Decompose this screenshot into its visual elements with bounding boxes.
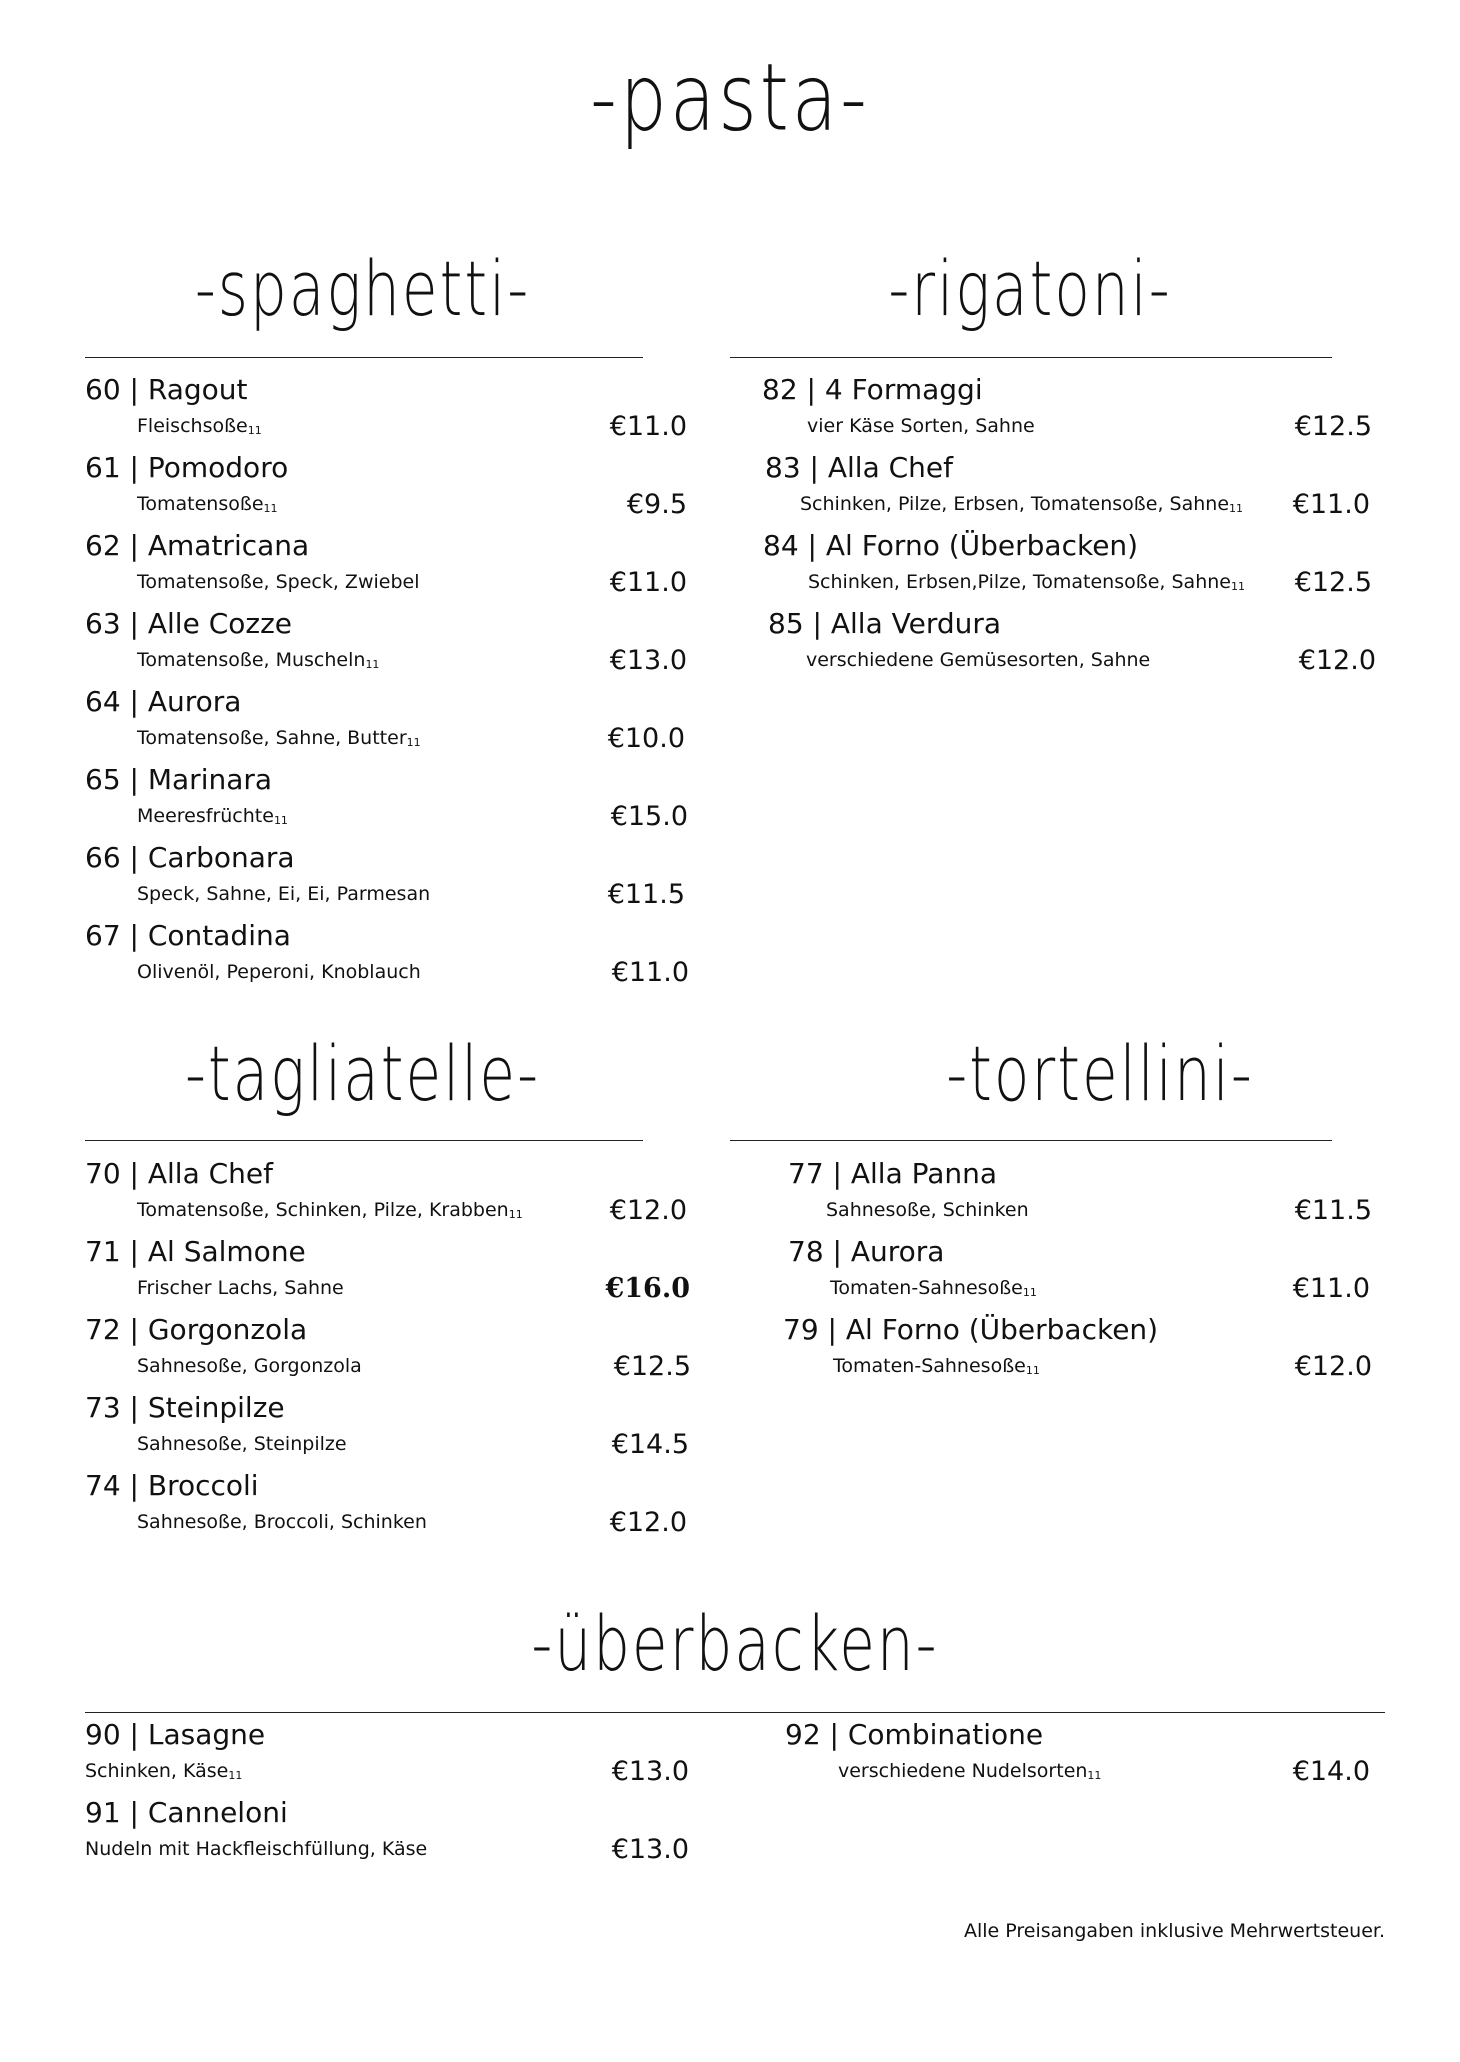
dish-description: Schinken, Käse$_{11}$ bbox=[85, 1760, 243, 1782]
dish-name: 91 | Canneloni bbox=[85, 1796, 288, 1829]
menu-item bbox=[85, 919, 689, 997]
section-title-tagliatelle: -tagliatelle- bbox=[184, 1029, 541, 1119]
menu-item bbox=[768, 607, 1376, 685]
dish-price: €16.0 bbox=[605, 1273, 690, 1304]
menu-item bbox=[85, 1796, 689, 1874]
allergen-code: 11 bbox=[365, 658, 380, 671]
menu-item bbox=[85, 1469, 685, 1547]
dish-price: €11.5 bbox=[607, 879, 685, 910]
section-divider bbox=[85, 1140, 643, 1141]
dish-name: 62 | Amatricana bbox=[85, 529, 310, 562]
dish-name: 92 | Combinatione bbox=[785, 1718, 1044, 1751]
dish-price: €12.5 bbox=[613, 1351, 691, 1382]
menu-item bbox=[85, 1157, 685, 1235]
section-title-ueberbacken: -überbacken- bbox=[531, 1599, 939, 1689]
allergen-code: 11 bbox=[247, 424, 262, 437]
dish-name: 67 | Contadina bbox=[85, 919, 291, 952]
allergen-code: 11 bbox=[1022, 1286, 1037, 1299]
dish-description: Fleischsoße$_{11}$ bbox=[137, 415, 262, 437]
dish-name: 79 | Al Forno (Überbacken) bbox=[783, 1313, 1159, 1346]
dish-description: Tomaten-Sahnesoße$_{11}$ bbox=[830, 1277, 1037, 1299]
menu-item bbox=[85, 451, 685, 529]
dish-description: Tomatensoße, Sahne, Butter$_{11}$ bbox=[137, 727, 421, 749]
dish-description: Frischer Lachs, Sahne bbox=[137, 1277, 344, 1299]
dish-name: 70 | Alla Chef bbox=[85, 1157, 274, 1190]
dish-name: 73 | Steinpilze bbox=[85, 1391, 285, 1424]
dish-name: 61 | Pomodoro bbox=[85, 451, 289, 484]
menu-item bbox=[788, 1235, 1370, 1313]
dish-price: €12.0 bbox=[1298, 645, 1376, 676]
dish-price: €15.0 bbox=[610, 801, 688, 832]
dish-name: 83 | Alla Chef bbox=[765, 451, 954, 484]
dish-name: 65 | Marinara bbox=[85, 763, 273, 796]
dish-price: €12.0 bbox=[1294, 1351, 1372, 1382]
section-divider bbox=[85, 1712, 1385, 1713]
dish-price: €11.0 bbox=[1292, 489, 1370, 520]
allergen-code: 11 bbox=[1230, 580, 1245, 593]
menu-item bbox=[85, 685, 685, 763]
dish-price: €14.0 bbox=[1292, 1756, 1370, 1787]
menu-item bbox=[788, 1157, 1372, 1235]
section-divider bbox=[730, 1140, 1332, 1141]
allergen-code: 11 bbox=[1025, 1364, 1040, 1377]
dish-name: 63 | Alle Cozze bbox=[85, 607, 293, 640]
dish-name: 90 | Lasagne bbox=[85, 1718, 266, 1751]
dish-description: Schinken, Pilze, Erbsen, Tomatensoße, Sahne$_{11}$ bbox=[800, 493, 1244, 515]
dish-description: Speck, Sahne, Ei, Ei, Parmesan bbox=[137, 883, 431, 905]
dish-name: 72 | Gorgonzola bbox=[85, 1313, 308, 1346]
dish-description: Tomatensoße$_{11}$ bbox=[137, 493, 278, 515]
dish-price: €13.0 bbox=[609, 645, 687, 676]
dish-price: €13.0 bbox=[611, 1756, 689, 1787]
dish-price: €14.5 bbox=[611, 1429, 689, 1460]
dish-price: €9.5 bbox=[626, 489, 687, 520]
dish-description: Schinken, Erbsen,Pilze, Tomatensoße, Sahne$_{11}$ bbox=[808, 571, 1245, 593]
dish-name: 82 | 4 Formaggi bbox=[762, 373, 983, 406]
menu-item bbox=[85, 607, 685, 685]
dish-description: vier Käse Sorten, Sahne bbox=[807, 415, 1035, 437]
section-divider bbox=[730, 357, 1332, 358]
section-divider bbox=[85, 357, 643, 358]
dish-description: Tomaten-Sahnesoße$_{11}$ bbox=[833, 1355, 1040, 1377]
dish-name: 85 | Alla Verdura bbox=[768, 607, 1002, 640]
dish-price: €13.0 bbox=[611, 1834, 689, 1865]
allergen-code: 11 bbox=[1229, 502, 1244, 515]
dish-price: €11.0 bbox=[611, 957, 689, 988]
menu-item bbox=[785, 1718, 1370, 1796]
allergen-code: 11 bbox=[228, 1769, 243, 1782]
menu-item bbox=[85, 841, 685, 919]
dish-name: 84 | Al Forno (Überbacken) bbox=[763, 529, 1139, 562]
dish-description: verschiedene Gemüsesorten, Sahne bbox=[806, 649, 1151, 671]
footer-note: Alle Preisangaben inklusive Mehrwertsteuer. bbox=[964, 1920, 1385, 1942]
dish-price: €12.5 bbox=[1294, 411, 1372, 442]
menu-item bbox=[762, 373, 1372, 451]
dish-description: Nudeln mit Hackfleischfüllung, Käse bbox=[85, 1838, 428, 1860]
dish-price: €11.0 bbox=[609, 411, 687, 442]
dish-price: €11.0 bbox=[609, 567, 687, 598]
menu-item bbox=[85, 373, 685, 451]
menu-item bbox=[85, 763, 688, 841]
dish-description: Olivenöl, Peperoni, Knoblauch bbox=[137, 961, 421, 983]
menu-item bbox=[763, 529, 1372, 607]
allergen-code: 11 bbox=[273, 814, 288, 827]
dish-description: Sahnesoße, Steinpilze bbox=[137, 1433, 347, 1455]
menu-item bbox=[85, 1313, 691, 1391]
allergen-code: 11 bbox=[1087, 1769, 1102, 1782]
dish-description: Sahnesoße, Broccoli, Schinken bbox=[137, 1511, 427, 1533]
dish-description: Sahnesoße, Schinken bbox=[826, 1199, 1029, 1221]
menu-item bbox=[765, 451, 1370, 529]
dish-description: verschiedene Nudelsorten$_{11}$ bbox=[838, 1760, 1102, 1782]
menu-item bbox=[85, 1235, 690, 1313]
dish-name: 77 | Alla Panna bbox=[788, 1157, 998, 1190]
dish-description: Tomatensoße, Muscheln$_{11}$ bbox=[137, 649, 380, 671]
dish-description: Meeresfrüchte$_{11}$ bbox=[137, 805, 288, 827]
page-title: -pasta- bbox=[590, 44, 870, 152]
dish-description: Tomatensoße, Schinken, Pilze, Krabben$_{11}$ bbox=[137, 1199, 523, 1221]
dish-price: €11.5 bbox=[1294, 1195, 1372, 1226]
section-title-rigatoni: -rigatoni- bbox=[888, 244, 1172, 334]
dish-name: 66 | Carbonara bbox=[85, 841, 295, 874]
dish-name: 71 | Al Salmone bbox=[85, 1235, 306, 1268]
menu-item bbox=[85, 1718, 689, 1796]
allergen-code: 11 bbox=[508, 1208, 523, 1221]
dish-price: €12.5 bbox=[1294, 567, 1372, 598]
dish-price: €12.0 bbox=[609, 1195, 687, 1226]
section-title-tortellini: -tortellini- bbox=[946, 1029, 1254, 1119]
dish-name: 60 | Ragout bbox=[85, 373, 248, 406]
menu-item bbox=[85, 529, 685, 607]
allergen-code: 11 bbox=[263, 502, 278, 515]
dish-name: 74 | Broccoli bbox=[85, 1469, 259, 1502]
dish-name: 78 | Aurora bbox=[788, 1235, 945, 1268]
dish-description: Tomatensoße, Speck, Zwiebel bbox=[137, 571, 420, 593]
menu-item bbox=[85, 1391, 689, 1469]
dish-price: €11.0 bbox=[1292, 1273, 1370, 1304]
allergen-code: 11 bbox=[406, 736, 421, 749]
menu-item bbox=[783, 1313, 1372, 1391]
section-title-spaghetti: -spaghetti- bbox=[194, 244, 531, 334]
dish-name: 64 | Aurora bbox=[85, 685, 242, 718]
dish-price: €10.0 bbox=[607, 723, 685, 754]
dish-price: €12.0 bbox=[609, 1507, 687, 1538]
dish-description: Sahnesoße, Gorgonzola bbox=[137, 1355, 362, 1377]
